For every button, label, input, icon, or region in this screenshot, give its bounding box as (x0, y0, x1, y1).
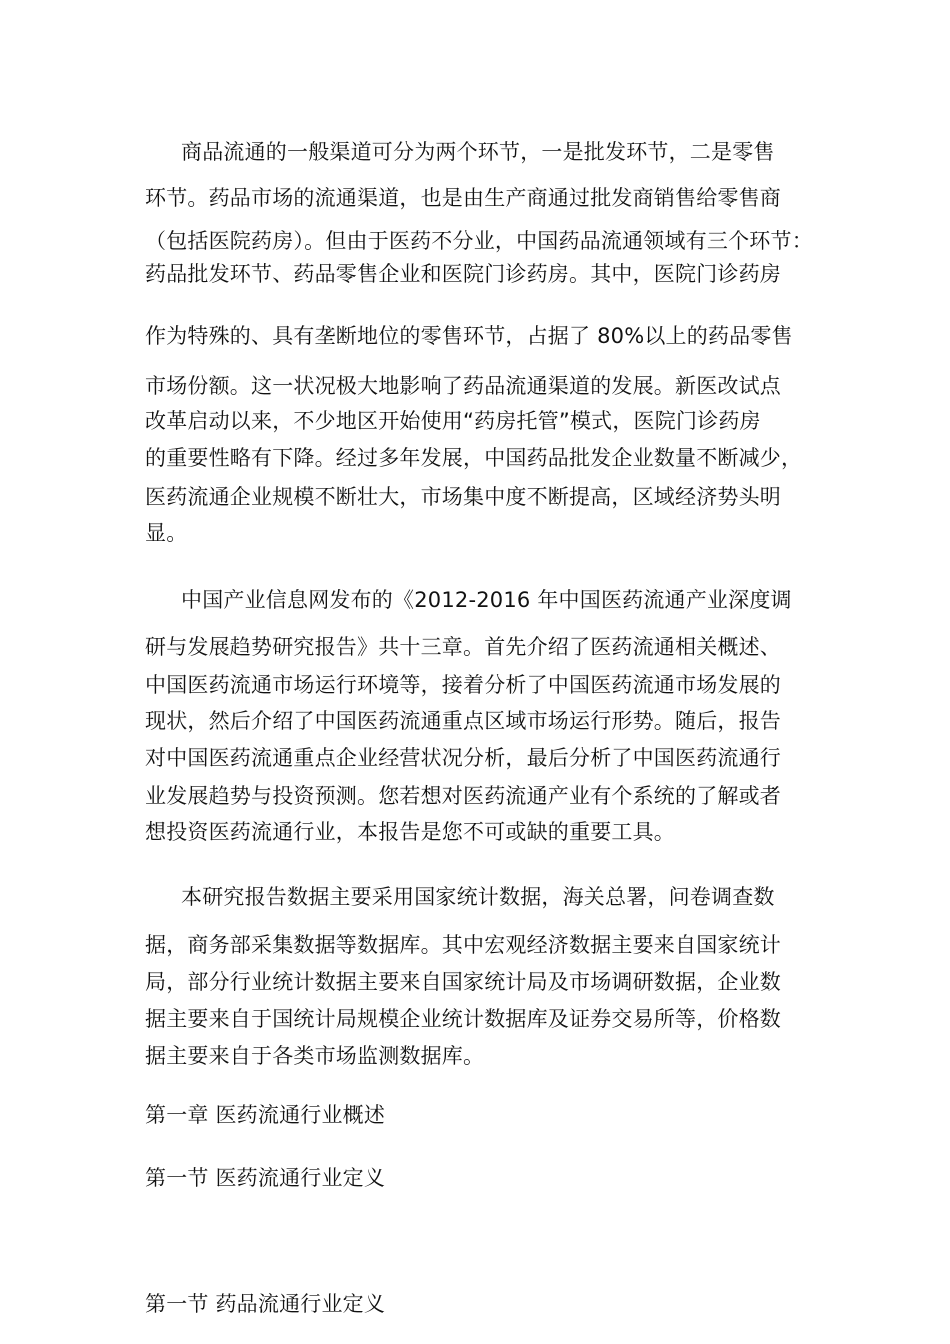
paragraph-1-line-9: 医药流通企业规模不断壮大，市场集中度不断提高，区域经济势头明 (145, 485, 781, 509)
paragraph-3-line-1: 本研究报告数据主要采用国家统计数据，海关总署，问卷调查数 (181, 885, 775, 909)
paragraph-1-line-6: 市场份额。这一状况极大地影响了药品流通渠道的发展。新医改试点 (145, 374, 781, 398)
paragraph-1-line-3: （包括医院药房）。但由于医药不分业，中国药品流通领域有三个环节： (145, 229, 813, 253)
paragraph-1-line-10: 显。 (145, 521, 188, 545)
section-heading: 第一节 医药流通行业定义 (145, 1166, 386, 1190)
paragraph-1-line-4: 药品批发环节、药品零售企业和医院门诊药房。其中，医院门诊药房 (145, 262, 781, 286)
paragraph-2-line-6: 业发展趋势与投资预测。您若想对医药流通产业有个系统的了解或者 (145, 784, 781, 808)
paragraph-1-line-8: 的重要性略有下降。经过多年发展，中国药品批发企业数量不断减少， (145, 446, 803, 470)
chapter-heading: 第一章 医药流通行业概述 (145, 1103, 386, 1127)
paragraph-1-line-2: 环节。药品市场的流通渠道，也是由生产商通过批发商销售给零售商 (145, 186, 781, 210)
paragraph-2-line-7: 想投资医药流通行业，本报告是您不可或缺的重要工具。 (145, 820, 675, 844)
paragraph-3-line-2: 据，商务部采集数据等数据库。其中宏观经济数据主要来自国家统计 (145, 933, 781, 957)
paragraph-1-line-1: 商品流通的一般渠道可分为两个环节，一是批发环节，二是零售 (181, 140, 775, 164)
subsection-heading: 第一节 药品流通行业定义 (145, 1292, 386, 1316)
paragraph-3-line-3: 局，部分行业统计数据主要来自国家统计局及市场调研数据，企业数 (145, 970, 781, 994)
paragraph-3-line-5: 据主要来自于各类市场监测数据库。 (145, 1044, 485, 1068)
paragraph-2-line-2: 研与发展趋势研究报告》共十三章。首先介绍了医药流通相关概述、 (145, 635, 781, 659)
paragraph-2-line-4: 现状，然后介绍了中国医药流通重点区域市场运行形势。随后，报告 (145, 709, 781, 733)
paragraph-1-line-5: 作为特殊的、具有垄断地位的零售环节，占据了 80%以上的药品零售 (145, 324, 793, 348)
paragraph-3-line-4: 据主要来自于国统计局规模企业统计数据库及证券交易所等，价格数 (145, 1007, 781, 1031)
paragraph-2-line-3: 中国医药流通市场运行环境等，接着分析了中国医药流通市场发展的 (145, 673, 781, 697)
paragraph-1-line-7: 改革启动以来，不少地区开始使用“药房托管”模式，医院门诊药房 (145, 409, 761, 433)
paragraph-2-line-1: 中国产业信息网发布的《2012-2016 年中国医药流通产业深度调 (181, 588, 792, 612)
paragraph-2-line-5: 对中国医药流通重点企业经营状况分析，最后分析了中国医药流通行 (145, 746, 781, 770)
